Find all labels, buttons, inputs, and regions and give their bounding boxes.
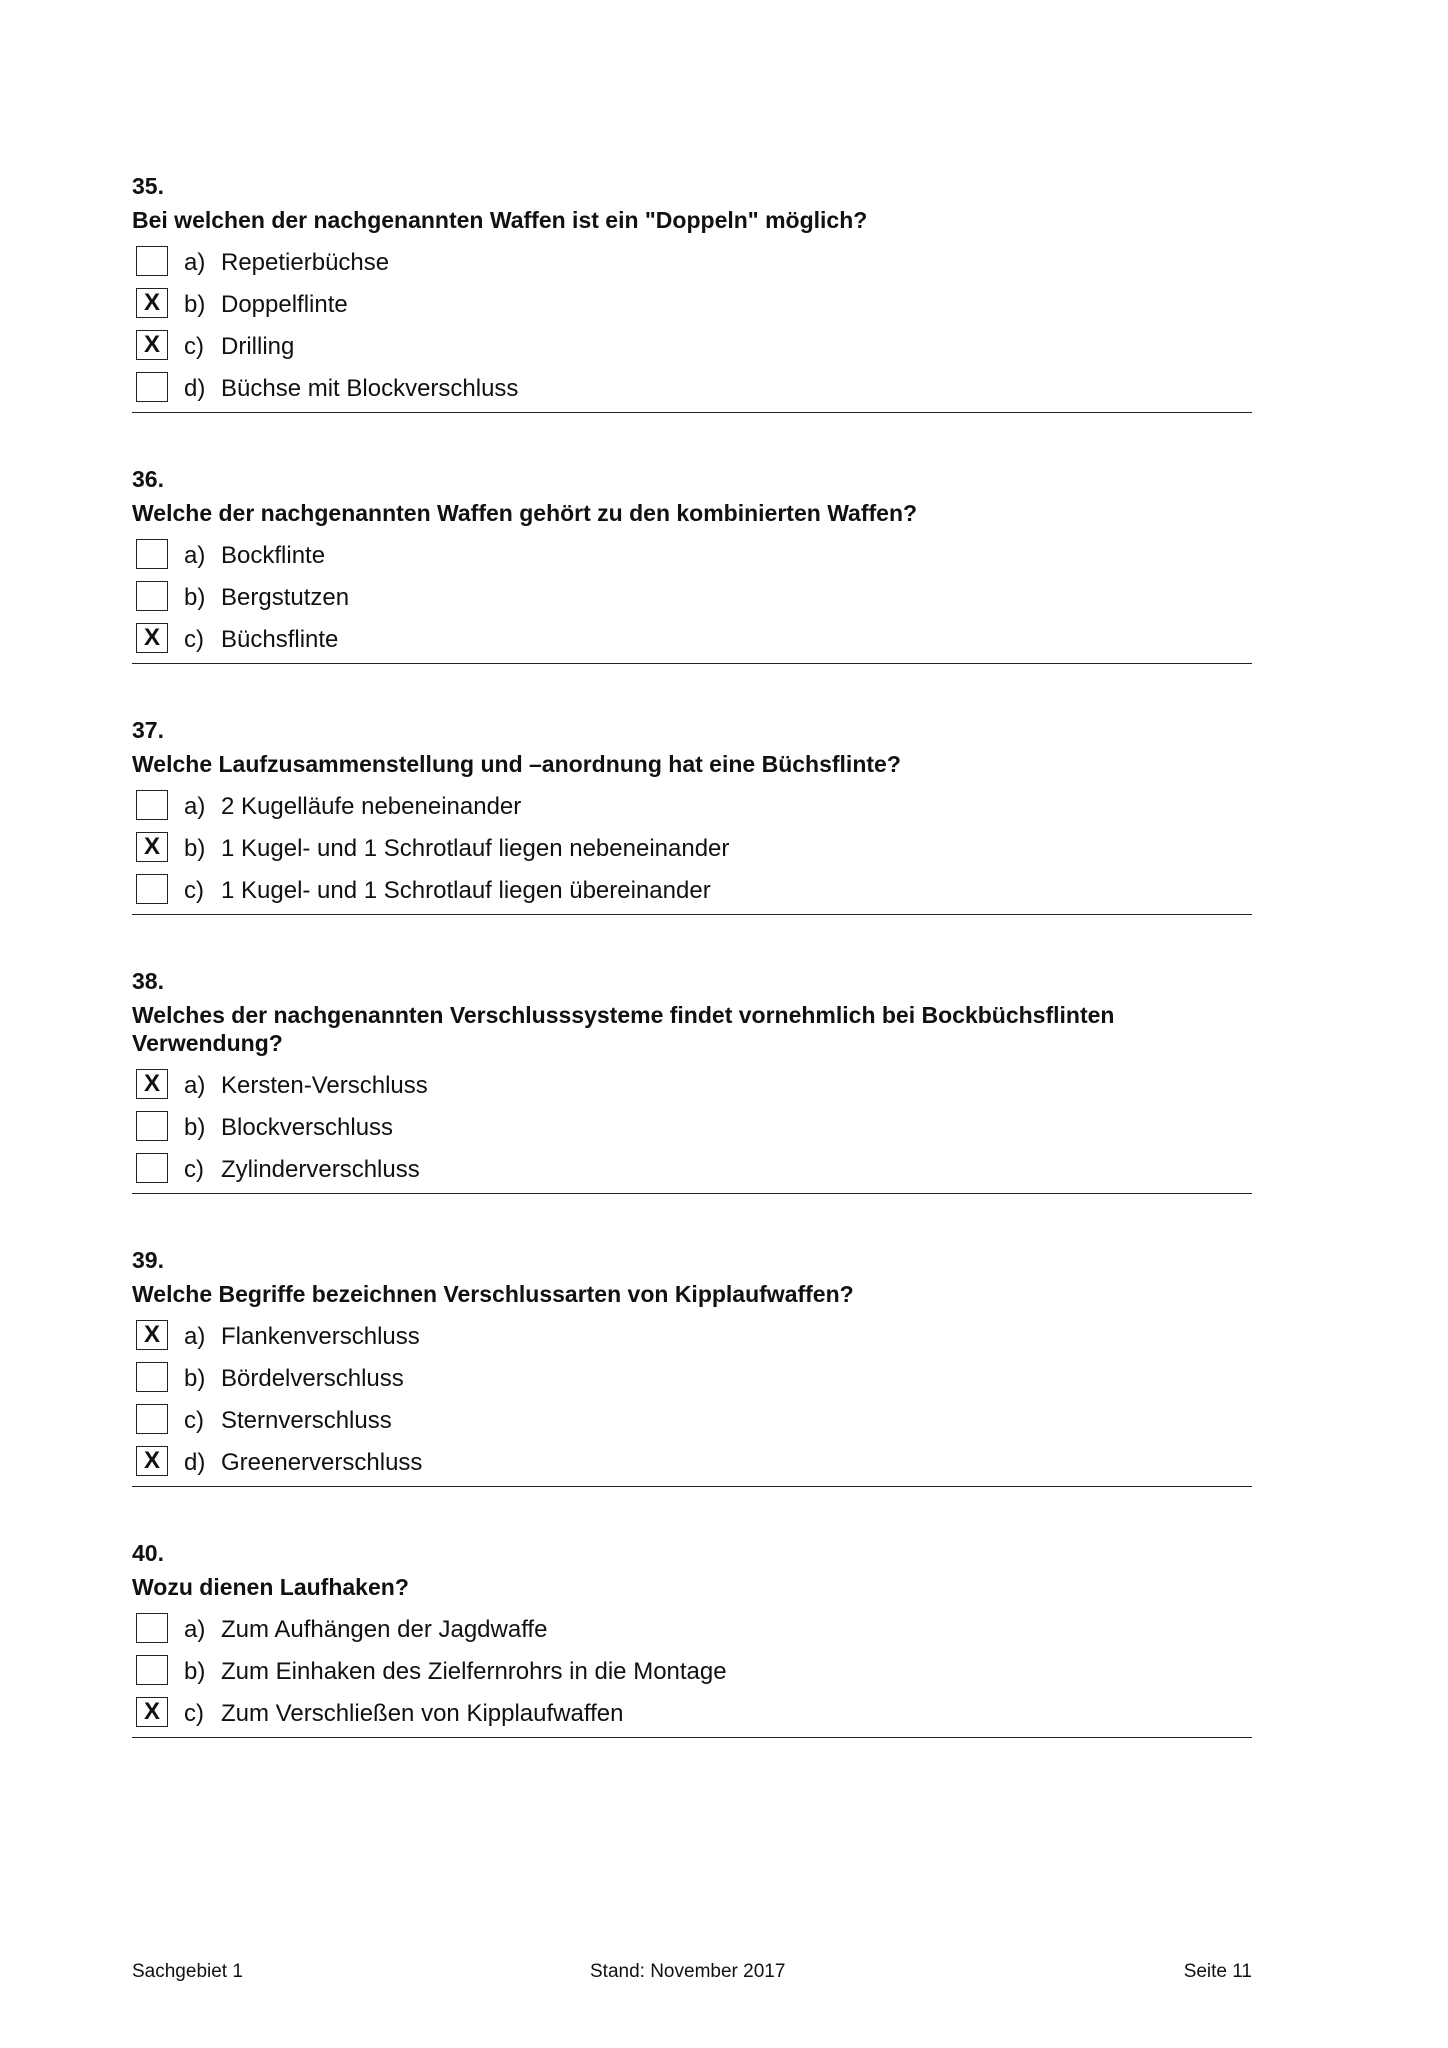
footer-page-number: Seite 11: [1183, 1961, 1252, 1982]
answer-option: [132, 826, 1252, 868]
answer-option: [132, 324, 1252, 366]
question-text: Welches der nachgenannten Verschlusssysteme findet vornehmlich bei Bockbüchsflinten Verwendung?: [132, 1002, 1115, 1056]
question-number: 40.: [132, 1540, 164, 1566]
answer-option: [132, 1607, 1252, 1649]
answer-letter: c): [184, 1407, 204, 1434]
answer-text: Sternverschluss: [221, 1407, 392, 1434]
answer-checkbox[interactable]: [136, 246, 168, 276]
question-37: [132, 716, 1252, 915]
answer-option: [132, 1398, 1252, 1440]
answer-letter: b): [184, 1114, 206, 1141]
question-divider: [132, 663, 1252, 664]
answer-text: Büchsflinte: [221, 626, 339, 653]
answer-option: [132, 1147, 1252, 1189]
question-35: [132, 172, 1252, 413]
answer-option: [132, 868, 1252, 910]
answer-letter: c): [184, 626, 204, 653]
answer-letter: a): [184, 542, 206, 569]
answer-text: 2 Kugelläufe nebeneinander: [221, 793, 522, 820]
question-38: [132, 967, 1252, 1194]
answer-text: Zum Verschließen von Kipplaufwaffen: [221, 1700, 624, 1727]
question-number: 38.: [132, 968, 164, 994]
answer-option: [132, 784, 1252, 826]
answer-option: [132, 1063, 1252, 1105]
answer-text: Büchse mit Blockverschluss: [221, 375, 519, 402]
answer-checkbox[interactable]: X: [136, 330, 168, 360]
answer-option: [132, 533, 1252, 575]
answer-checkbox[interactable]: [136, 1362, 168, 1392]
answer-text: Blockverschluss: [221, 1114, 394, 1141]
answer-checkbox[interactable]: [136, 1111, 168, 1141]
answer-text: Kersten-Verschluss: [221, 1072, 428, 1099]
answer-letter: a): [184, 1616, 206, 1643]
question-40: [132, 1539, 1252, 1738]
answer-checkbox[interactable]: [136, 539, 168, 569]
question-text: Bei welchen der nachgenannten Waffen ist ein "Doppeln" möglich?: [132, 207, 868, 233]
footer-section: Sachgebiet 1: [132, 1961, 243, 1982]
answer-text: Drilling: [221, 333, 295, 360]
answer-letter: d): [184, 375, 206, 402]
footer-date: Stand: November 2017: [590, 1961, 786, 1982]
answer-text: Flankenverschluss: [221, 1323, 420, 1350]
answer-letter: c): [184, 877, 204, 904]
answer-text: Bockflinte: [221, 542, 326, 569]
answer-checkbox[interactable]: [136, 581, 168, 611]
answer-option: [132, 282, 1252, 324]
answer-checkbox[interactable]: [136, 1153, 168, 1183]
answer-letter: a): [184, 1072, 206, 1099]
answer-letter: c): [184, 1700, 204, 1727]
answer-option: [132, 1314, 1252, 1356]
answer-checkbox[interactable]: X: [136, 1320, 168, 1350]
answer-checkbox[interactable]: [136, 372, 168, 402]
question-divider: [132, 914, 1252, 915]
answer-text: Zylinderverschluss: [221, 1156, 420, 1183]
answer-letter: b): [184, 584, 206, 611]
question-39: [132, 1246, 1252, 1487]
answer-checkbox[interactable]: [136, 874, 168, 904]
answer-option: [132, 1440, 1252, 1482]
question-divider: [132, 1737, 1252, 1738]
answer-option: [132, 1105, 1252, 1147]
answer-text: Repetierbüchse: [221, 249, 390, 276]
answer-text: Doppelflinte: [221, 291, 348, 318]
answer-option: [132, 1691, 1252, 1733]
answer-text: 1 Kugel- und 1 Schrotlauf liegen nebeneinander: [221, 835, 730, 862]
answer-text: Greenerverschluss: [221, 1449, 423, 1476]
answer-checkbox[interactable]: X: [136, 1697, 168, 1727]
answer-checkbox[interactable]: [136, 790, 168, 820]
answer-text: Zum Einhaken des Zielfernrohrs in die Montage: [221, 1658, 727, 1685]
answer-text: Bergstutzen: [221, 584, 350, 611]
answer-letter: a): [184, 793, 206, 820]
answer-letter: d): [184, 1449, 206, 1476]
question-text: Wozu dienen Laufhaken?: [132, 1574, 409, 1600]
answer-text: Zum Aufhängen der Jagdwaffe: [221, 1616, 548, 1643]
answer-text: Bördelverschluss: [221, 1365, 404, 1392]
question-divider: [132, 1193, 1252, 1194]
question-number: 35.: [132, 173, 164, 199]
answer-option: [132, 1649, 1252, 1691]
answer-letter: b): [184, 1658, 206, 1685]
answer-checkbox[interactable]: X: [136, 288, 168, 318]
answer-letter: b): [184, 291, 206, 318]
answer-text: 1 Kugel- und 1 Schrotlauf liegen übereinander: [221, 877, 711, 904]
question-36: [132, 465, 1252, 664]
question-divider: [132, 1486, 1252, 1487]
question-text: Welche Laufzusammenstellung und –anordnung hat eine Büchsflinte?: [132, 751, 901, 777]
question-text: Welche der nachgenannten Waffen gehört zu den kombinierten Waffen?: [132, 500, 918, 526]
answer-checkbox[interactable]: X: [136, 1069, 168, 1099]
question-number: 37.: [132, 717, 164, 743]
answer-letter: a): [184, 1323, 206, 1350]
answer-checkbox[interactable]: [136, 1613, 168, 1643]
answer-letter: a): [184, 249, 206, 276]
question-divider: [132, 412, 1252, 413]
question-number: 39.: [132, 1247, 164, 1273]
answer-option: [132, 575, 1252, 617]
answer-letter: c): [184, 333, 204, 360]
answer-checkbox[interactable]: [136, 1404, 168, 1434]
answer-checkbox[interactable]: X: [136, 832, 168, 862]
answer-option: [132, 366, 1252, 408]
answer-option: [132, 1356, 1252, 1398]
answer-letter: b): [184, 1365, 206, 1392]
question-number: 36.: [132, 466, 164, 492]
page-footer: [132, 1961, 1252, 1987]
answer-letter: b): [184, 835, 206, 862]
answer-checkbox[interactable]: X: [136, 1446, 168, 1476]
question-list: [132, 172, 1252, 1790]
answer-option: [132, 617, 1252, 659]
answer-checkbox[interactable]: X: [136, 623, 168, 653]
question-text: Welche Begriffe bezeichnen Verschlussarten von Kipplaufwaffen?: [132, 1281, 854, 1307]
answer-option: [132, 240, 1252, 282]
answer-letter: c): [184, 1156, 204, 1183]
answer-checkbox[interactable]: [136, 1655, 168, 1685]
